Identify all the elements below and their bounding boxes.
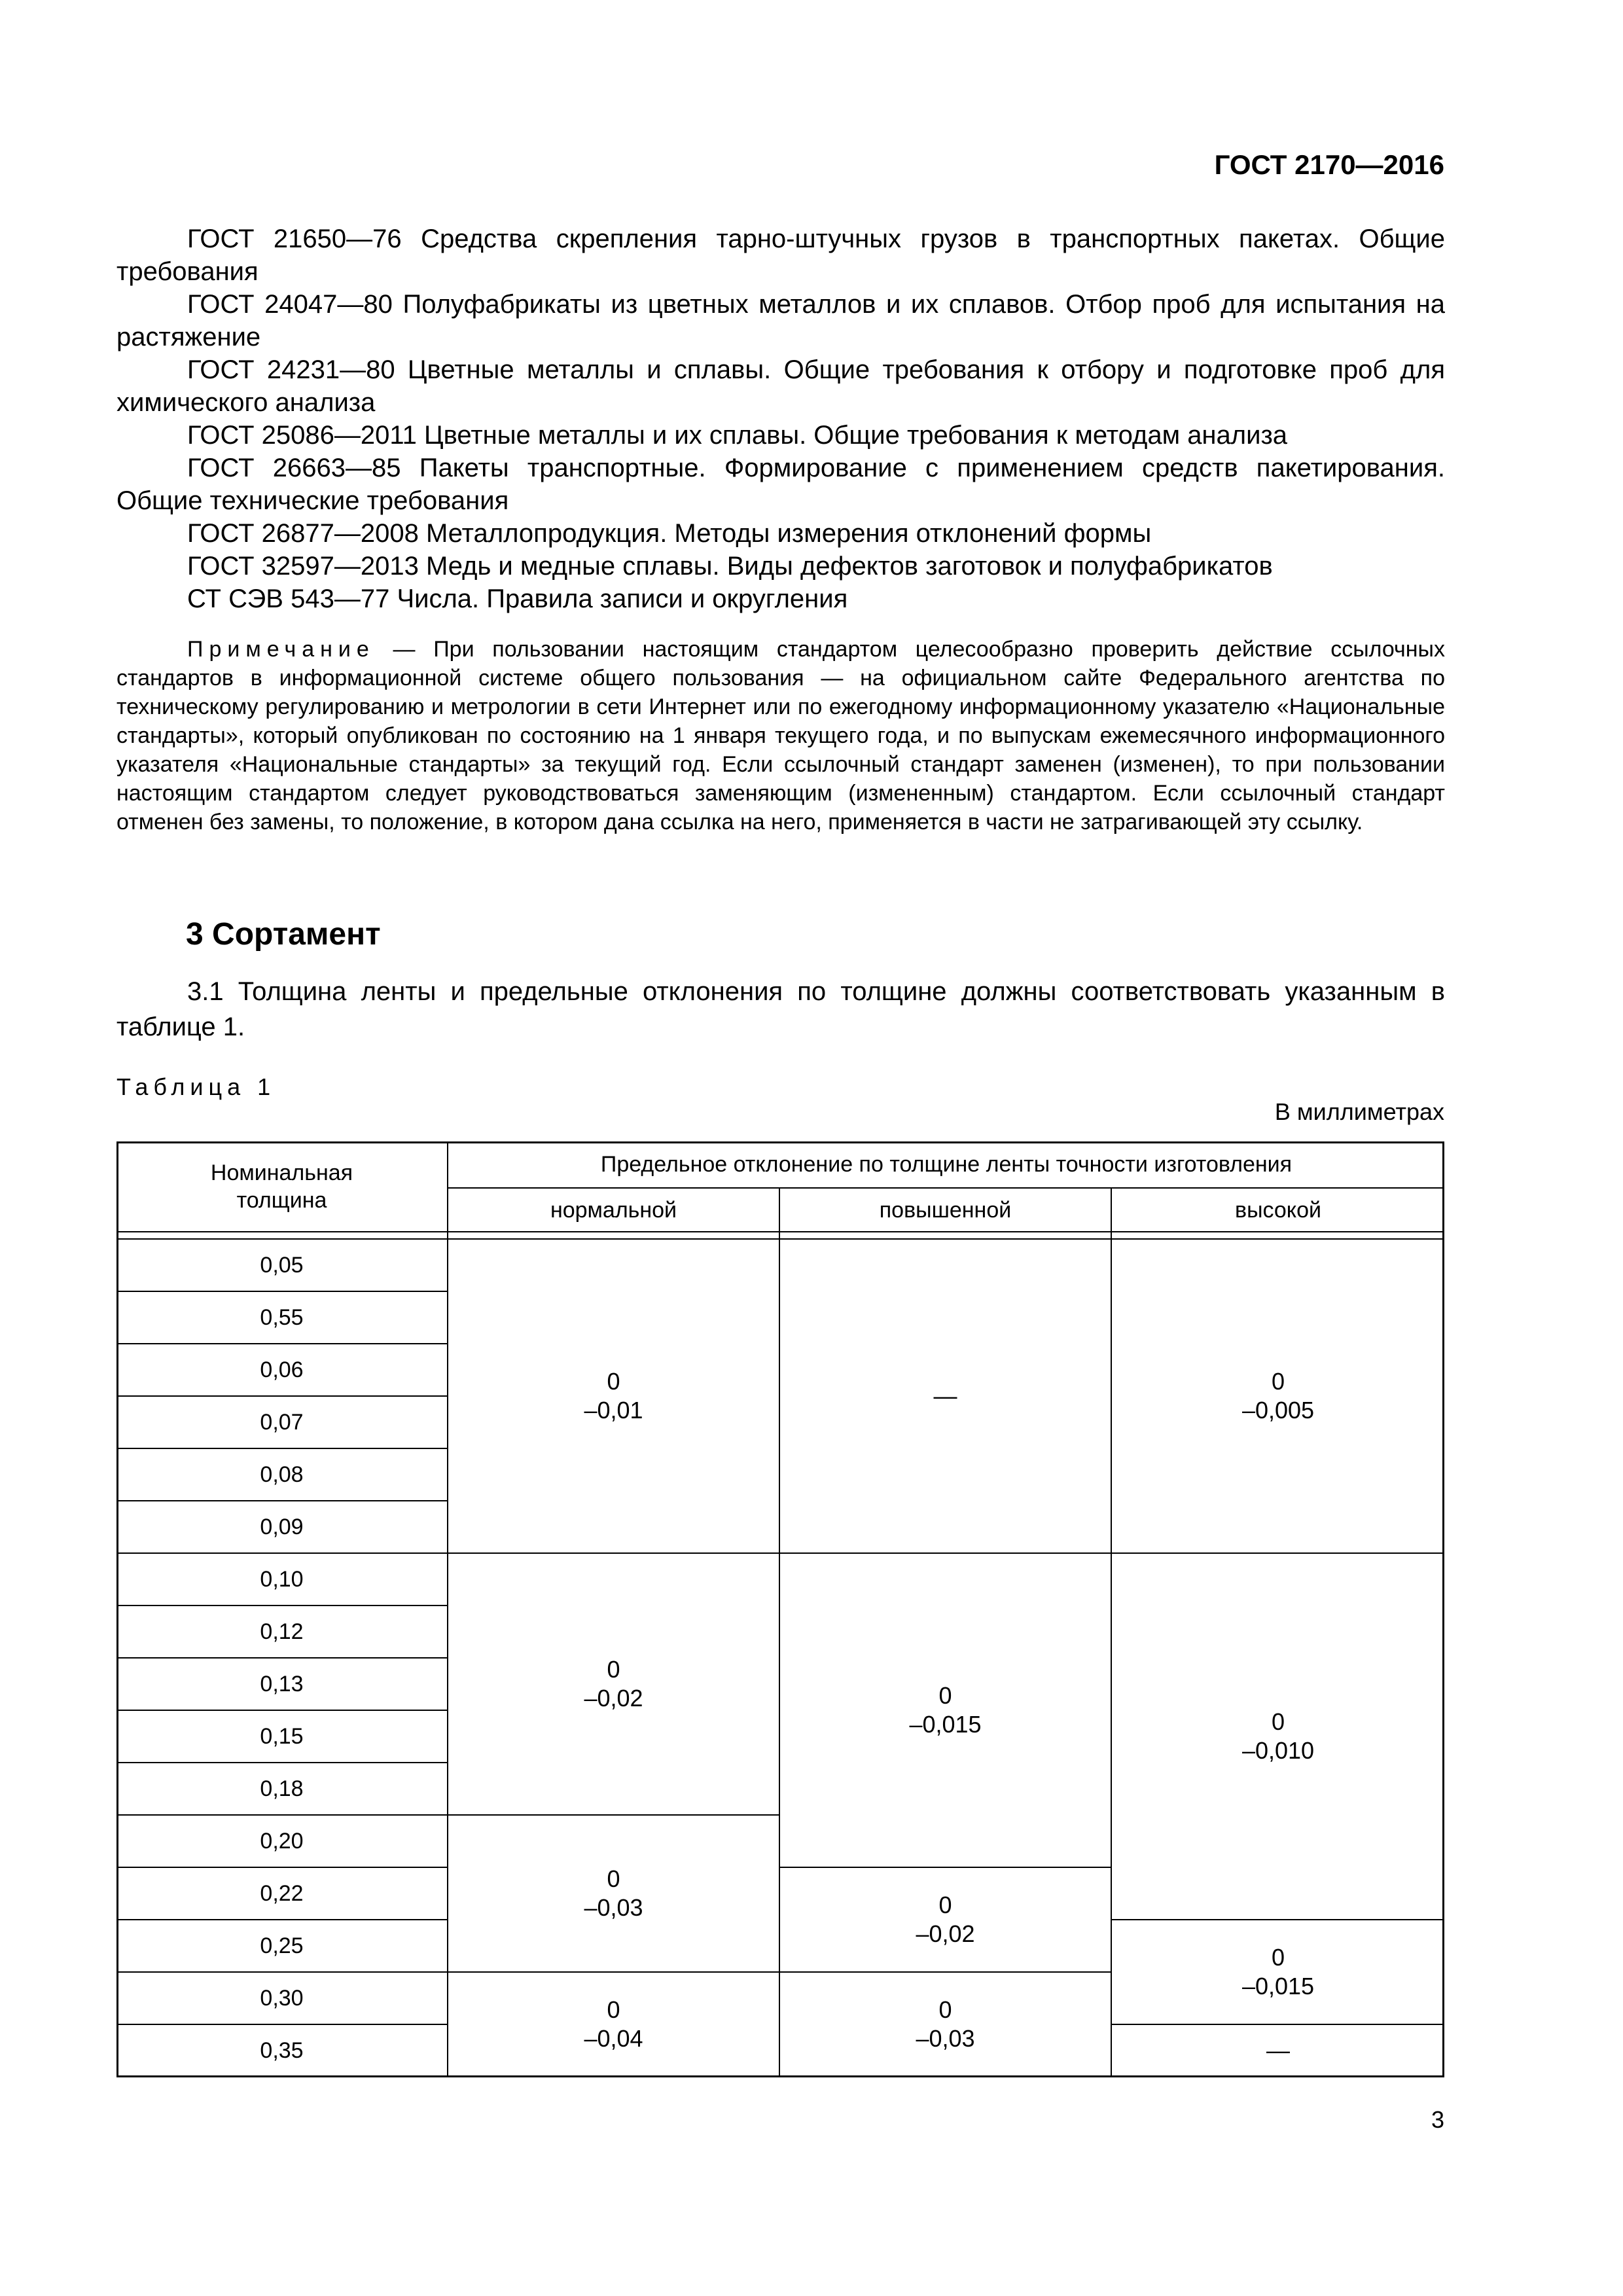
thickness-cell: 0,13	[260, 1672, 304, 1696]
thickness-cell: 0,07	[260, 1410, 304, 1435]
reference-code: ГОСТ 24047—80	[187, 290, 393, 319]
table-row-line	[116, 1605, 447, 1606]
table-row-line	[116, 1919, 447, 1920]
table-row-line	[116, 1971, 1111, 1973]
reference-title: Цветные металлы и их сплавы. Общие требования к методам анализа	[424, 421, 1288, 450]
reference-item	[116, 550, 1445, 583]
reference-title: Пакеты транспортные. Формирование с применением средств пакетирования. Общие технические требования	[116, 454, 1445, 515]
normal-deviation-cell: 0 –0,04	[584, 1996, 643, 2052]
reference-code: ГОСТ 26877—2008	[187, 519, 419, 548]
table-border-left	[116, 1141, 118, 2077]
reference-title: Полуфабрикаты из цветных металлов и их сплавов. Отбор проб для испытания на растяжение	[116, 290, 1445, 351]
header-deviation: Предельное отклонение по толщине ленты точности изготовления	[600, 1152, 1293, 1177]
table-units: В миллиметрах	[1274, 1098, 1444, 1125]
reference-item	[116, 583, 1445, 615]
page-number: 3	[1431, 2106, 1444, 2133]
reference-title: Средства скрепления тарно-штучных грузов в транспортных пакетах. Общие требования	[116, 224, 1445, 286]
thickness-cell: 0,12	[260, 1619, 304, 1644]
reference-title: Медь и медные сплавы. Виды дефектов заготовок и полуфабрикатов	[425, 552, 1273, 581]
table-border-bottom	[116, 2075, 1444, 2077]
thickness-cell: 0,35	[260, 2038, 304, 2063]
thickness-cell: 0,06	[260, 1357, 304, 1382]
note-label: Примечание	[187, 637, 375, 662]
table-row-line	[116, 1448, 447, 1449]
reference-code: ГОСТ 21650—76	[187, 224, 402, 253]
thickness-cell: 0,09	[260, 1515, 304, 1539]
table-row-line	[116, 2024, 447, 2025]
high-deviation-cell: 0 –0,015	[1241, 1944, 1315, 2000]
high-deviation-cell: 0 –0,005	[1241, 1368, 1315, 1424]
normal-deviation-cell: 0 –0,02	[584, 1656, 643, 1712]
table-caption: Таблица 1	[116, 1073, 276, 1100]
increased-deviation-cell: 0 –0,015	[909, 1682, 982, 1738]
table-row-line	[116, 1395, 447, 1397]
table-header-line	[116, 1231, 1444, 1232]
thickness-cell: 0,20	[260, 1829, 304, 1854]
reference-code: ГОСТ 25086—2011	[187, 421, 417, 450]
normative-references	[116, 223, 1445, 615]
normal-deviation-cell: 0 –0,03	[584, 1865, 643, 1921]
reference-item	[116, 288, 1445, 353]
reference-item	[116, 353, 1445, 419]
thickness-cell: 0,10	[260, 1567, 304, 1592]
note	[116, 635, 1445, 836]
reference-item	[116, 223, 1445, 288]
table-column-line	[1111, 1187, 1112, 2077]
table-header-line	[447, 1187, 1444, 1189]
thickness-table	[116, 1141, 1444, 2077]
table-row-line	[116, 1657, 447, 1659]
table-row-line	[116, 1291, 447, 1292]
table-column-line	[447, 1141, 448, 2077]
table-row-line	[1111, 2024, 1444, 2025]
table-row-line	[1111, 1919, 1444, 1920]
reference-code: ГОСТ 32597—2013	[187, 552, 419, 581]
reference-title: Числа. Правила записи и округления	[397, 584, 848, 613]
note-text: — При пользовании настоящим стандартом целесообразно проверить действие ссылочных стандартов в информационной системе общего пользования — на официальном сайте Федерального агентства по техническому регулированию и метрологии в сети Интернет или по ежегодному информационному указателю «Национальные стандарты», который опубликован по состоянию на 1 января текущего года, и по выпускам ежемесячного информационного указателя «Национальные стандарты» за текущий год. Если ссылочный стандарт заменен (изменен), то при пользовании настоящим стандартом следует руководствоваться заменяющим (измененным) стандартом. Если ссылочный стандарт отменен без замены, то положение, в котором дана ссылка на него, применяется в части не затрагивающей эту ссылку.	[116, 637, 1445, 834]
table-header-line	[116, 1238, 1444, 1240]
increased-deviation-cell: 0 –0,02	[916, 1892, 975, 1947]
reference-code: СТ СЭВ 543—77	[187, 584, 390, 613]
table-row-line	[116, 1552, 1444, 1554]
increased-deviation-cell: 0 –0,03	[916, 1996, 975, 2052]
table-border-right	[1442, 1141, 1444, 2077]
section-title: 3 Сортамент	[186, 917, 381, 952]
high-deviation-cell: —	[1266, 2037, 1290, 2064]
table-row-line	[116, 1867, 447, 1868]
reference-title: Цветные металлы и сплавы. Общие требования к отбору и подготовке проб для химического анализа	[116, 355, 1445, 417]
thickness-cell: 0,30	[260, 1986, 304, 2011]
table-row-line	[116, 1710, 447, 1711]
high-deviation-cell: 0 –0,010	[1241, 1708, 1315, 1764]
reference-item	[116, 452, 1445, 517]
reference-code: ГОСТ 26663—85	[187, 454, 401, 482]
table-border-top	[116, 1141, 1444, 1143]
table-row-line	[116, 1500, 447, 1501]
thickness-cell: 0,15	[260, 1724, 304, 1749]
increased-deviation-cell: —	[933, 1382, 957, 1409]
header-normal: нормальной	[550, 1197, 677, 1223]
table-row-line	[116, 1814, 779, 1816]
thickness-cell: 0,22	[260, 1881, 304, 1906]
normal-deviation-cell: 0 –0,01	[584, 1368, 643, 1424]
thickness-cell: 0,05	[260, 1253, 304, 1278]
table-row-line	[116, 1343, 447, 1344]
table-row-line	[779, 1867, 1111, 1868]
table-row-line	[116, 1762, 447, 1763]
thickness-cell: 0,18	[260, 1776, 304, 1801]
reference-item	[116, 517, 1445, 550]
section-paragraph: 3.1 Толщина ленты и предельные отклонения по толщине должны соответствовать указанным в таблице 1.	[116, 977, 1445, 1041]
reference-code: ГОСТ 24231—80	[187, 355, 395, 384]
thickness-cell: 0,25	[260, 1933, 304, 1958]
thickness-cell: 0,55	[260, 1305, 304, 1330]
thickness-cell: 0,08	[260, 1462, 304, 1487]
header-increased: повышенной	[879, 1197, 1012, 1223]
reference-title: Металлопродукция. Методы измерения отклонений формы	[425, 519, 1152, 548]
document-code: ГОСТ 2170—2016	[1214, 149, 1444, 180]
reference-item	[116, 419, 1445, 452]
header-nominal-thickness: Номинальная толщина	[210, 1160, 353, 1213]
header-high: высокой	[1235, 1197, 1321, 1223]
table-column-line	[779, 1187, 780, 2077]
